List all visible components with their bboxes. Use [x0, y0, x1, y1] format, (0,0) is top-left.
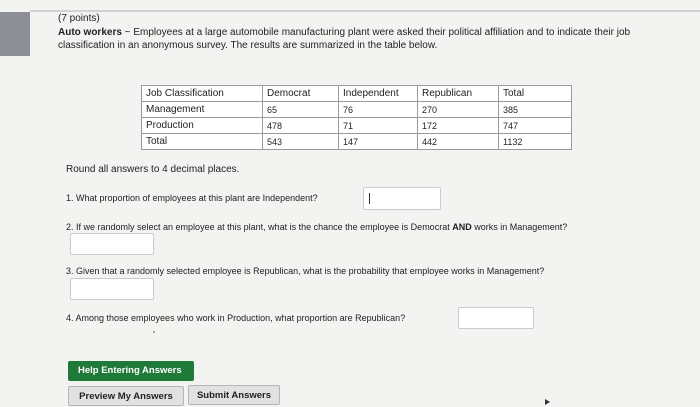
- table-cell: 172: [418, 118, 499, 134]
- question-4-text: 4. Among those employees who work in Production, what proportion are Republican?: [66, 313, 406, 323]
- table-cell: 478: [263, 118, 339, 134]
- question-2-text: [66, 222, 567, 232]
- table-cell: Management: [142, 102, 263, 118]
- table-header-cell: Independent: [339, 86, 418, 102]
- top-divider: [30, 10, 700, 12]
- table-cell: 385: [499, 102, 572, 118]
- question-4-answer-input[interactable]: [458, 307, 534, 329]
- table-cell: 270: [418, 102, 499, 118]
- table-cell: Total: [142, 134, 263, 150]
- problem-title: Auto workers: [58, 27, 122, 38]
- table-cell: 747: [499, 118, 572, 134]
- table-row: [142, 134, 572, 150]
- table-header-row: [142, 86, 572, 102]
- table-cell: 1132: [499, 134, 572, 150]
- help-entering-answers-button[interactable]: Help Entering Answers: [68, 361, 194, 381]
- points-label: (7 points): [58, 13, 100, 24]
- question-2-text-before: 2. If we randomly select an employee at this plant, what is the chance the employee is Democrat: [66, 222, 453, 232]
- text-cursor: [369, 193, 370, 204]
- question-2-text-after: works in Management?: [471, 222, 568, 232]
- data-table: [141, 85, 572, 150]
- table-header-cell: Total: [499, 86, 572, 102]
- table-header-cell: Job Classification: [142, 86, 263, 102]
- table-cell: Production: [142, 118, 263, 134]
- table-header-cell: Democrat: [263, 86, 339, 102]
- left-sidebar-tab: [0, 12, 30, 56]
- table-row: [142, 102, 572, 118]
- mouse-pointer-icon: [545, 399, 550, 405]
- question-2-answer-input[interactable]: [70, 233, 154, 255]
- preview-answers-button[interactable]: Preview My Answers: [68, 386, 184, 406]
- question-3-answer-input[interactable]: [70, 278, 154, 300]
- table-cell: 71: [339, 118, 418, 134]
- question-3-text: 3. Given that a randomly selected employee is Republican, what is the probability that employee works in Management?: [66, 266, 545, 276]
- table-cell: 76: [339, 102, 418, 118]
- table-cell: 65: [263, 102, 339, 118]
- question-1-answer-input[interactable]: [363, 187, 441, 210]
- table-row: [142, 118, 572, 134]
- table-cell: 543: [263, 134, 339, 150]
- table-cell: 147: [339, 134, 418, 150]
- cursor-dot: [153, 331, 155, 333]
- question-2-bold-and: AND: [452, 222, 472, 232]
- problem-statement: [58, 26, 678, 52]
- question-1-text: 1. What proportion of employees at this plant are Independent?: [66, 193, 318, 203]
- problem-separator: ~: [121, 27, 134, 38]
- table-cell: 442: [418, 134, 499, 150]
- submit-answers-button[interactable]: Submit Answers: [188, 385, 280, 405]
- table-header-cell: Republican: [418, 86, 499, 102]
- rounding-instructions: Round all answers to 4 decimal places.: [66, 164, 240, 175]
- problem-text: Employees at a large automobile manufacturing plant were asked their political affiliation and to indicate their job classification in an anonymous survey. The results are summarized in the table below.: [58, 27, 631, 51]
